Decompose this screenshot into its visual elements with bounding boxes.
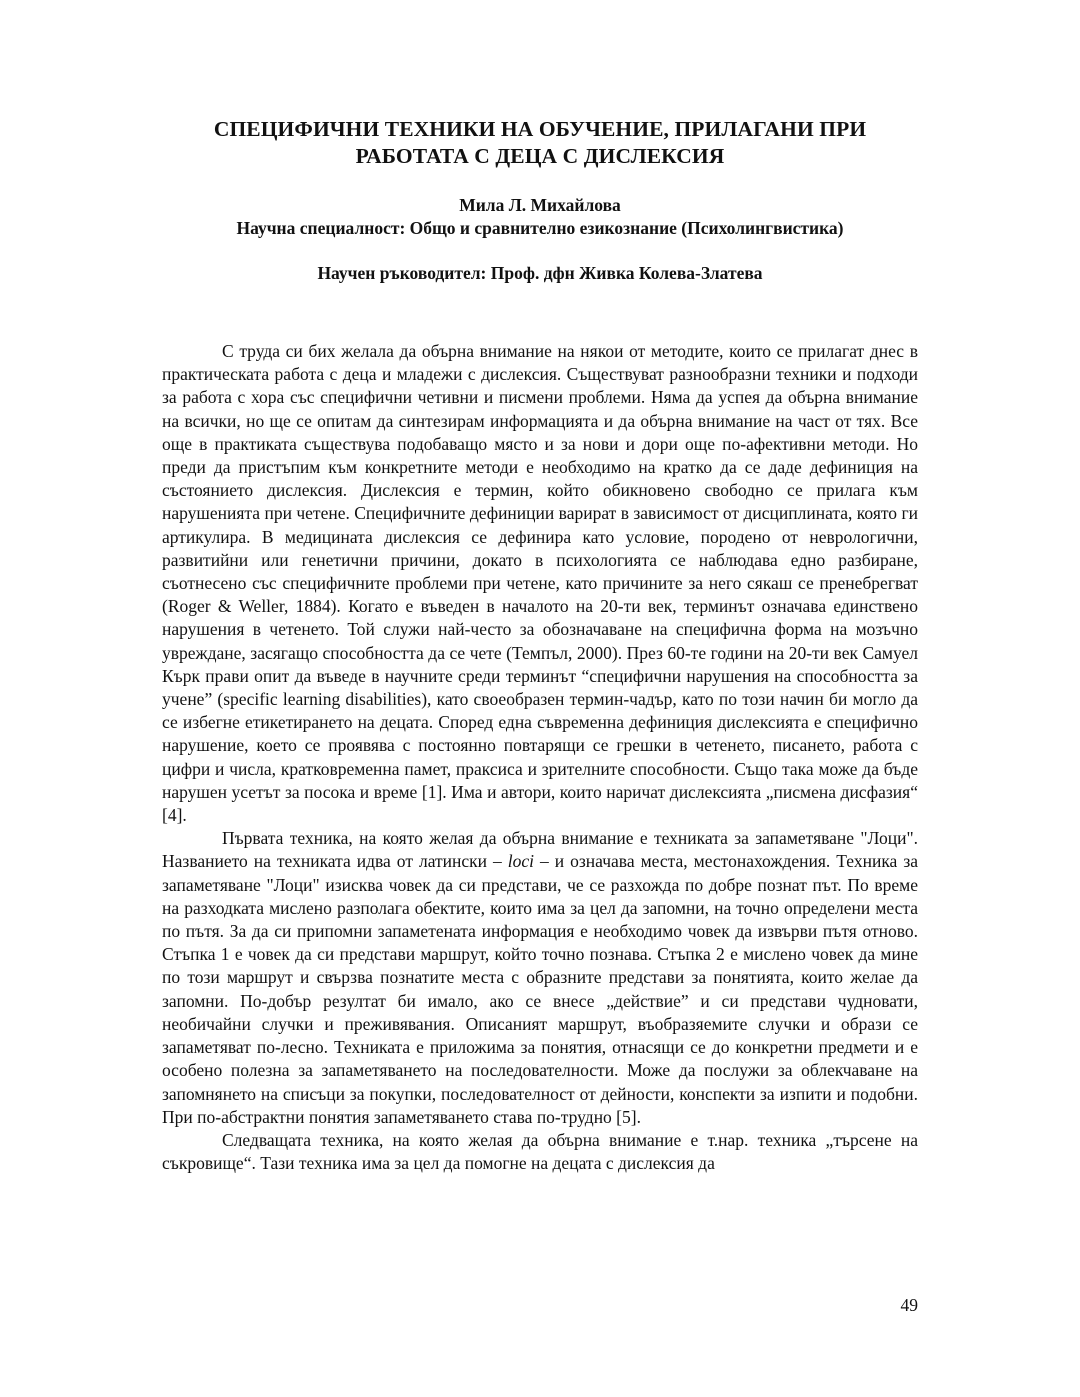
scientific-specialty: Научна специалност: Общо и сравнително езикознание (Психолингвистика) [236,218,844,238]
document-page [162,116,918,1175]
paragraph-2-text-a: Първата техника, на която желая да обърна внимание е техниката за запаметяване "Лоци". Названието на техниката идва от латински – [162,828,918,872]
title-line-2: РАБОТАТА С ДЕЦА С ДИСЛЕКСИЯ [355,144,725,168]
paper-title [162,116,918,170]
latin-term-loci: loci [507,851,535,872]
paragraph-3: Следващата техника, на която желая да обърна внимание е т.нар. техника „търсене на съкровище“. Тази техника има за цел да помогне на децата с дислексия да [162,1129,918,1174]
body-text [162,340,918,1175]
page-number: 49 [900,1295,918,1315]
title-line-1: СПЕЦИФИЧНИ ТЕХНИКИ НА ОБУЧЕНИЕ, ПРИЛАГАНИ ПРИ [213,117,867,141]
paragraph-2 [162,827,918,1129]
author-name: Мила Л. Михайлова [459,195,621,215]
scientific-supervisor: Научен ръководител: Проф. дфн Живка Колева-Златева [317,263,763,283]
paragraph-1: С труда си бих желала да обърна внимание на някои от методите, които се прилагат днес в практическата работа с деца и младежи с дислексия. Съществуват разнообразни техники и подходи за работа с хора със специфични четивни и писмени проблеми. Няма да успея да обърна внимание на всички, но ще се опитам да синтезирам информацията и да обърна внимание на част от тях. Все още в практиката съществува подобаващо място и за нови и дори още по-афективни методи. Но преди да пристъпим към конкретните методи е необходимо на кратко да се даде дефиниция на състоянието дислексия. Дислексия е термин, който обикновено свободно се прилага към нарушенията при четене. Специфичните дефиниции варират в зависимост от дисциплината, която ги артикулира. В медицината дислексия се дефинира като условие, породено от неврологични, развитийни или генетични причини, докато в психологията се наблюдава едно разбиране, съотнесено със специфичните проблеми при четене, като причините за него сякаш се пренебрегват (Roger & Weller, 1884). Когато е въведен в началото на 20-ти век, терминът означава единствено нарушения в четенето. Той служи най-често за обозначаване на специфична форма на мозъчно увреждане, засягащо способността да се чете (Темпъл, 2000). През 60-те години на 20-ти век Самуел Кърк прави опит да въведе в научните среди терминът “специфични нарушения на способността за учене” (specific learning disabilities), като своеобразен термин-чадър, като по този начин би могло да се избегне етикетирането на децата. Според една съвременна дефиниция дислексията е специфично нарушение, което се проявява с постоянно повтарящи се грешки в четенето, писането, работа с цифри и числа, кратковременна памет, праксиса и зрителните способности. Също така може да бъде нарушен усетът за посока и време [1]. Има и автори, които наричат дислексията „писмена дисфазия“ [4]. [162,341,918,826]
paragraph-2-text-b: – и означава места, местонахождения. Техника за запаметяване "Лоци" изисква човек да си представи, че се разхожда по добре познат път. По време на разходката мислено разполага обектите, които има за цел да запомни, на точно определени места по пътя. За да си припомни запаметената информация е необходимо човек да извърви пътя отново. Стъпка 1 е човек да си представи маршрут, който точно познава. Стъпка 2 е мислено човек да мине по този маршрут и свързва познатите места с образните представи за понятията, които желае да запомни. По-добър резултат би имало, ако се внесе „действие” и си представи чудновати, необичайни случки и преживявания. Описаният маршрут, въобразяемите случки и образи се запаметяват по-лесно. Техниката е приложима за понятия, отнасящи се до конкретни предмети и е особено полезна за запаметяването на последователности. Може да послужи за облекчаване на запомнянето на списъци за покупки, последователност от дейности, конспекти за изпити и подобни. При по-абстрактни понятия запаметяването става по-трудно [5]. [162,851,919,1127]
